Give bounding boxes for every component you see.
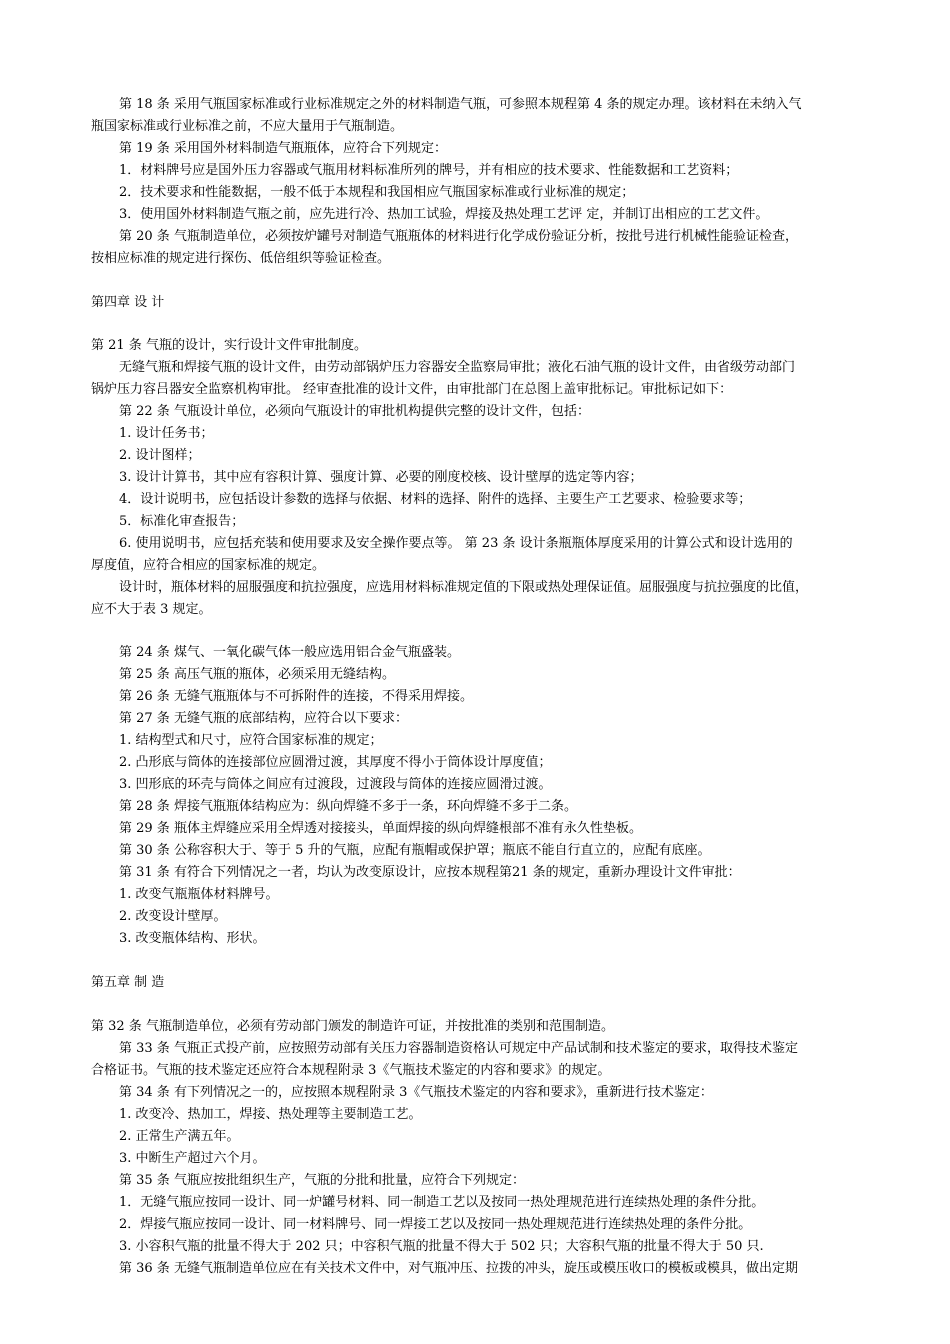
text-line: 3. 设计计算书，其中应有容积计算、强度计算、必要的刚度校核、设计壁厚的选定等内容； (119, 470, 643, 485)
text-line: 厚度值，应符合相应的国家标准的规定。 (91, 558, 326, 573)
text-line: 第 21 条 气瓶的设计，实行设计文件审批制度。 (91, 338, 367, 353)
text-line: 3. 凹形底的环壳与筒体之间应有过渡段，过渡段与筒体的连接应圆滑过渡。 (119, 777, 552, 792)
text-line: 2. 正常生产满五年。 (119, 1129, 240, 1144)
text-line: 3. 中断生产超过六个月。 (119, 1151, 266, 1166)
text-line: 第 33 条 气瓶正式投产前，应按照劳动部有关压力容器制造资格认可规定中产品试制和技术鉴定的要求，取得技术鉴定 (119, 1041, 798, 1056)
text-line: 3. 小容积气瓶的批量不得大于 202 只；中容积气瓶的批量不得大于 502 只；大容积气瓶的批量不得大于 50 只. (119, 1239, 764, 1254)
text-line: 第 20 条 气瓶制造单位，必须按炉罐号对制造气瓶瓶体的材料进行化学成份验证分析，按批号进行机械性能验证检查， (119, 229, 798, 244)
text-line: 2．焊接气瓶应按同一设计、同一材料牌号、同一焊接工艺以及按同一热处理规范进行连续热处理的条件分批。 (119, 1217, 752, 1232)
text-line: 1. 结构型式和尺寸，应符合国家标准的规定； (119, 733, 383, 748)
text-line: 第 29 条 瓶体主焊缝应采用全焊透对接接头，单面焊接的纵向焊缝根部不准有永久性垫板。 (119, 821, 642, 836)
text-line: 1．无缝气瓶应按同一设计、同一炉罐号材料、同一制造工艺以及按同一热处理规范进行连续热处理的条件分批。 (119, 1195, 765, 1210)
text-line: 1．材料牌号应是国外压力容器或气瓶用材料标准所列的牌号，并有相应的技术要求、性能数据和工艺资料； (119, 163, 739, 178)
text-line: 2. 设计图样； (119, 448, 201, 463)
text-line: 第 19 条 采用国外材料制造气瓶瓶体，应符合下列规定： (119, 141, 447, 156)
text-line: 6. 使用说明书，应包括充装和使用要求及安全操作要点等。 第 23 条 设计条瓶瓶体厚度采用的计算公式和设计选用的 (119, 536, 793, 551)
text-line: 按相应标准的规定进行探伤、低倍组织等验证检查。 (91, 251, 391, 266)
text-line: 第 30 条 公称容积大于、等于 5 升的气瓶，应配有瓶帽或保护罩；瓶底不能自行直立的，应配有底座。 (119, 843, 711, 858)
text-line: 设计时，瓶体材料的屈服强度和抗拉强度，应选用材料标准规定值的下限或热处理保证值。屈服强度与抗拉强度的比值， (119, 580, 809, 595)
text-line: 1. 改变气瓶瓶体材料牌号。 (119, 887, 279, 902)
text-line: 3．使用国外材料制造气瓶之前，应先进行冷、热加工试验，焊接及热处理工艺评 定，并制订出相应的工艺文件。 (119, 207, 769, 222)
text-line: 5．标准化审查报告； (119, 514, 245, 529)
text-line: 第 25 条 高压气瓶的瓶体，必须采用无缝结构。 (119, 667, 395, 682)
chapter-heading: 第五章 制 造 (91, 975, 165, 990)
text-line: 锅炉压力容吕器安全监察机构审批。 经审查批准的设计文件，由审批部门在总图上盖审批标记。审批标记如下： (91, 382, 733, 397)
text-line: 第 36 条 无缝气瓶制造单位应在有关技术文件中，对气瓶冲压、拉拨的冲头，旋压或模压收口的模板或模具，做出定期 (119, 1261, 798, 1276)
text-line: 第 34 条 有下列情况之一的，应按照本规程附录 3《气瓶技术鉴定的内容和要求》，重新进行技术鉴定： (119, 1085, 713, 1100)
text-line: 1. 设计任务书； (119, 426, 214, 441)
text-line: 4．设计说明书，应包括设计参数的选择与依据、材料的选择、附件的选择、主要生产工艺要求、检验要求等； (119, 492, 752, 507)
text-line: 3. 改变瓶体结构、形状。 (119, 931, 266, 946)
text-line: 瓶国家标准或行业标准之前，不应大量用于气瓶制造。 (91, 119, 404, 134)
text-line: 第 26 条 无缝气瓶瓶体与不可拆附件的连接，不得采用焊接。 (119, 689, 473, 704)
text-line: 第 27 条 无缝气瓶的底部结构，应符合以下要求： (119, 711, 408, 726)
text-line: 第 35 条 气瓶应按批组织生产，气瓶的分批和批量，应符合下列规定： (119, 1173, 525, 1188)
text-line: 合格证书。气瓶的技术鉴定还应符合本规程附录 3《气瓶技术鉴定的内容和要求》的规定。 (91, 1063, 611, 1078)
text-line: 2. 凸形底与筒体的连接部位应圆滑过渡，其厚度不得小于筒体设计厚度值； (119, 755, 552, 770)
text-line: 无缝气瓶和焊接气瓶的设计文件，由劳动部锅炉压力容器安全监察局审批；液化石油气瓶的设计文件，由省级劳动部门 (119, 360, 796, 375)
text-line: 2．技术要求和性能数据，一般不低于本规程和我国相应气瓶国家标准或行业标准的规定； (119, 185, 635, 200)
text-line: 第 31 条 有符合下列情况之一者，均认为改变原设计，应按本规程第21 条的规定，重新办理设计文件审批： (119, 865, 741, 880)
text-line: 第 24 条 煤气、一氧化碳气体一般应选用铝合金气瓶盛装。 (119, 645, 460, 660)
text-line: 应不大于表 3 规定。 (91, 602, 212, 617)
text-line: 1. 改变冷、热加工，焊接、热处理等主要制造工艺。 (119, 1107, 422, 1122)
text-line: 第 18 条 采用气瓶国家标准或行业标准规定之外的材料制造气瓶，可参照本规程第 4 条的规定办理。该材料在未纳入气 (119, 97, 802, 112)
text-line: 2. 改变设计壁厚。 (119, 909, 227, 924)
text-line: 第 28 条 焊接气瓶瓶体结构应为：纵向焊缝不多于一条，环向焊缝不多于二条。 (119, 799, 577, 814)
text-line: 第 32 条 气瓶制造单位，必须有劳动部门颁发的制造许可证，并按批准的类别和范围制造。 (91, 1019, 614, 1034)
text-line: 第 22 条 气瓶设计单位，必须向气瓶设计的审批机构提供完整的设计文件，包括： (119, 404, 590, 419)
chapter-heading: 第四章 设 计 (91, 295, 165, 310)
